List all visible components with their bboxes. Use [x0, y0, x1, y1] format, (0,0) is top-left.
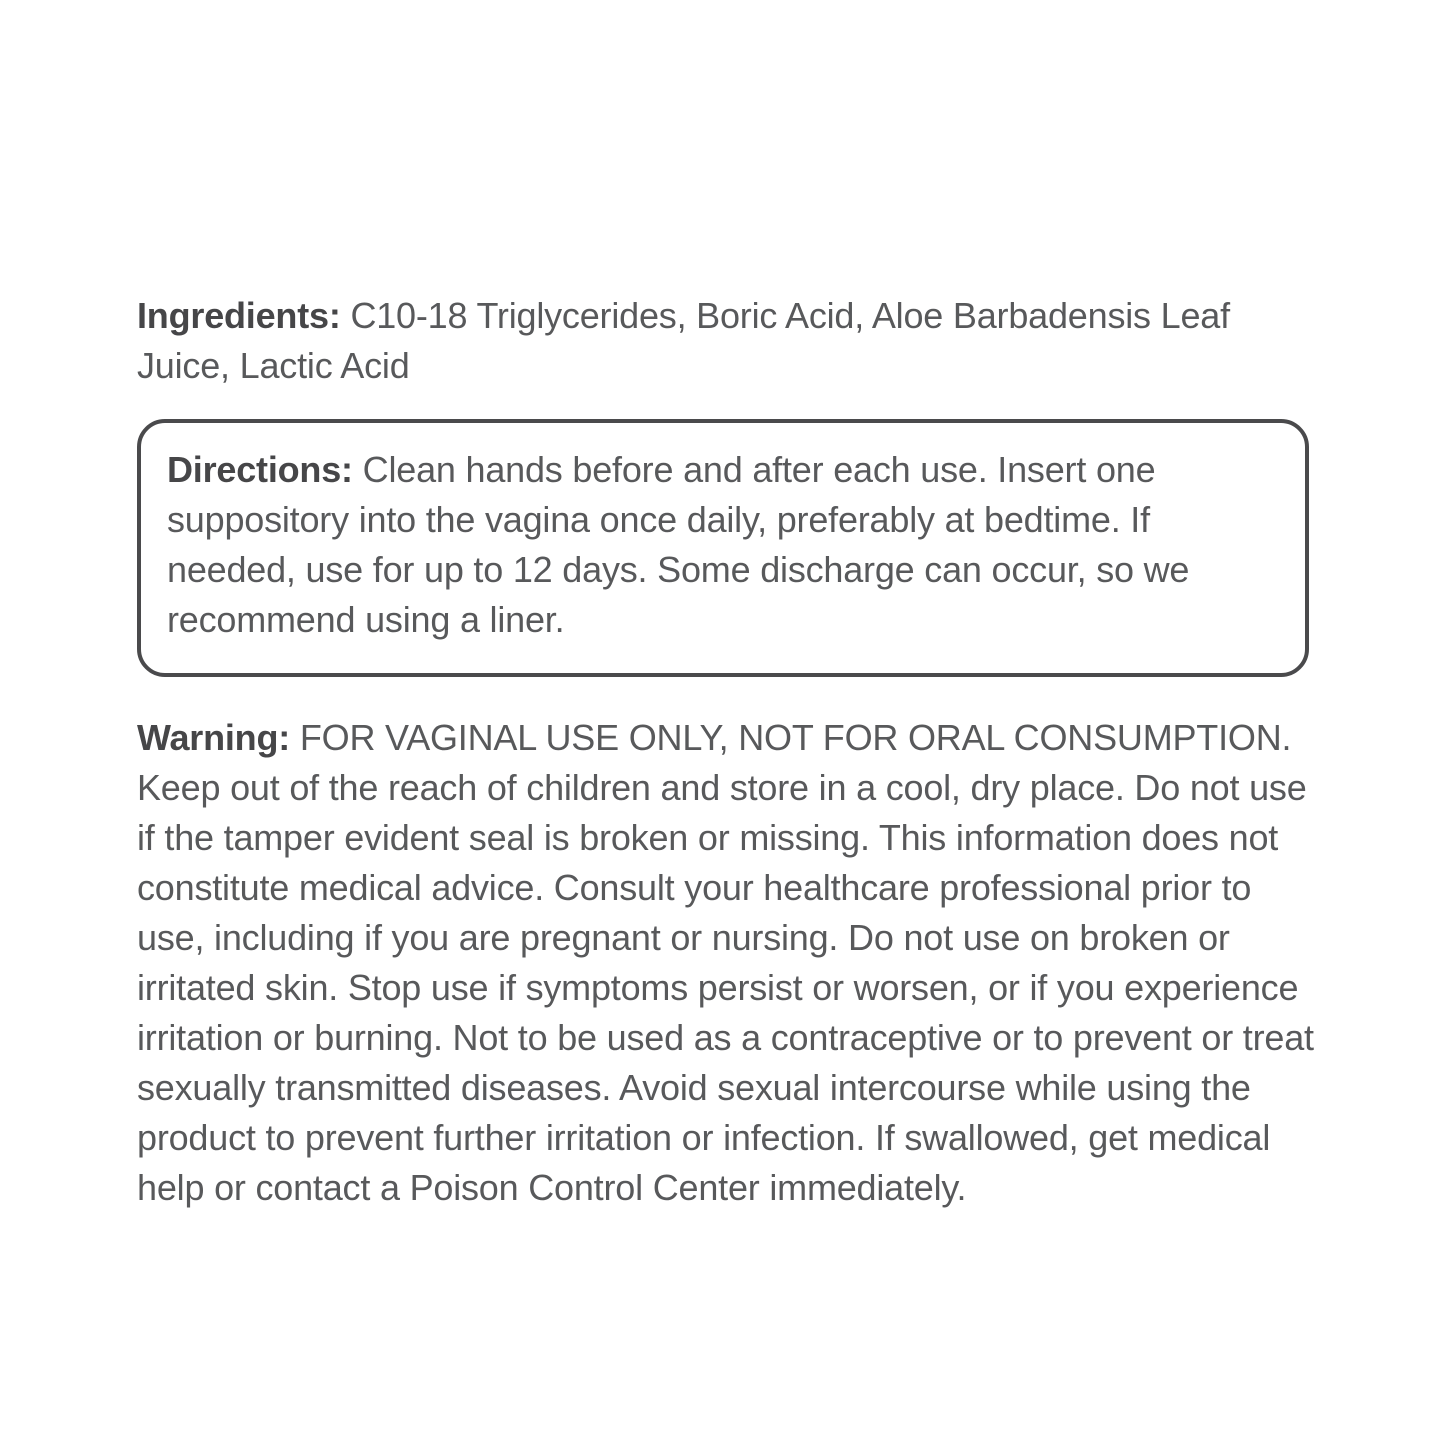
ingredients-text: C10-18 Triglycerides, Boric Acid, Aloe Barbadensis Leaf Juice, Lactic Acid [137, 295, 1230, 386]
ingredients-label: Ingredients: [137, 295, 341, 336]
directions-paragraph [167, 445, 1279, 645]
warning-text: FOR VAGINAL USE ONLY, NOT FOR ORAL CONSUMPTION. Keep out of the reach of children and store in a cool, dry place. Do not use if the tamper evident seal is broken or missing. This information does not constitute medical advice. Consult your healthcare professional prior to use, including if you are pregnant or nursing. Do not use on broken or irritated skin. Stop use if symptoms persist or worsen, or if you experience irritation or burning. Not to be used as a contraceptive or to prevent or treat sexually transmitted diseases. Avoid sexual intercourse while using the product to prevent further irritation or infection. If swallowed, get medical help or contact a Poison Control Center immediately. [137, 717, 1314, 1208]
directions-text: Clean hands before and after each use. Insert one suppository into the vagina once daily, preferably at bedtime. If needed, use for up to 12 days. Some discharge can occur, so we recommend using a liner. [167, 449, 1190, 640]
label-content [137, 255, 1317, 1249]
warning-label: Warning: [137, 717, 291, 758]
directions-box [137, 419, 1309, 677]
warning-paragraph [137, 713, 1317, 1213]
directions-label: Directions: [167, 449, 353, 490]
ingredients-paragraph [137, 291, 1317, 391]
